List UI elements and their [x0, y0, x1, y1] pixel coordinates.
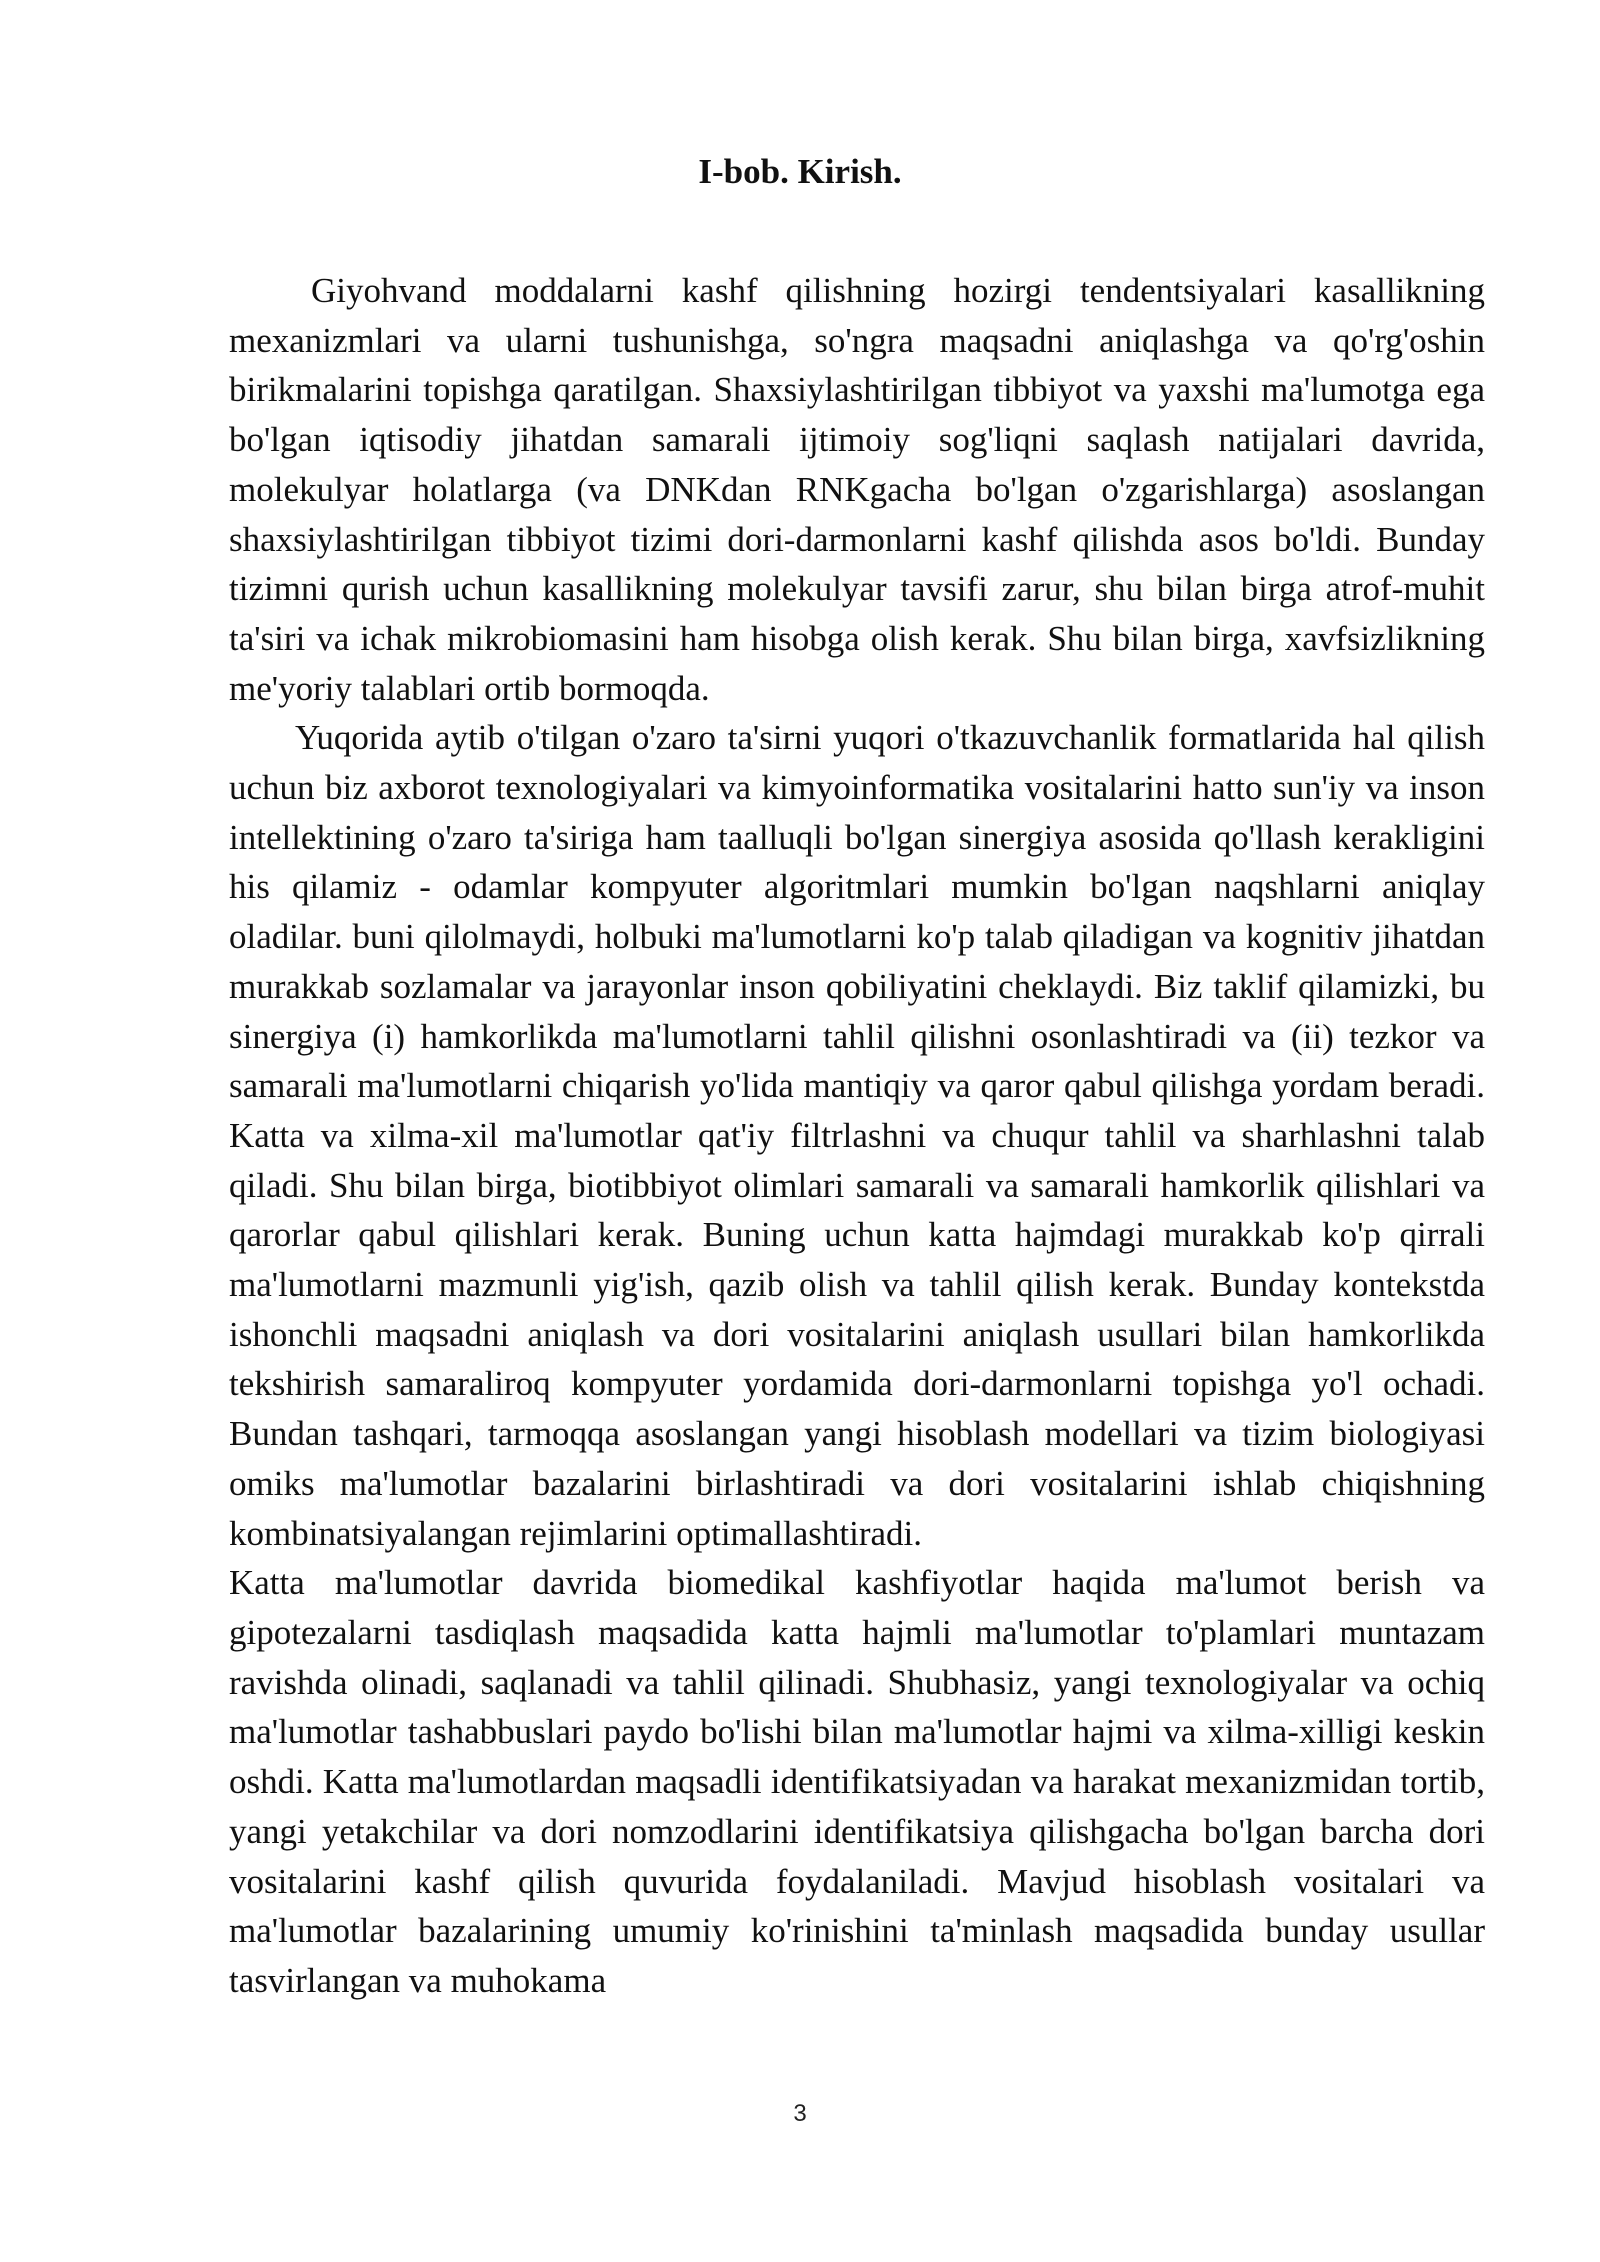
- chapter-title: I-bob. Kirish.: [698, 152, 902, 191]
- paragraph-1: Giyohvand moddalarni kashf qilishning hozirgi tendentsiyalari kasallikning mexanizmlari va ularni tushunishga, so'ngra maqsadni aniqlashga va qo'rg'oshin birikmalarini topishga qaratilgan. Shaxsiylashtirilgan tibbiyot va yaxshi ma'lumotga ega bo'lgan iqtisodiy jihatdan samarali ijtimoiy sog'liqni saqlash natijalari davrida, molekulyar holatlarga (va DNKdan RNKgacha bo'lgan o'zgarishlarga) asoslangan shaxsiylashtirilgan tibbiyot tizimi dori-darmonlarni kashf qilishda asos bo'ldi. Bunday tizimni qurish uchun kasallikning molekulyar tavsifi zarur, shu bilan birga atrof-muhit ta'siri va ichak mikrobiomasini ham hisobga olish kerak. Shu bilan birga, xavfsizlikning me'yoriy talablari ortib bormoqda.: [229, 271, 1485, 708]
- paragraph-3: Katta ma'lumotlar davrida biomedikal kashfiyotlar haqida ma'lumot berish va gipotezalarni tasdiqlash maqsadida katta hajmli ma'lumotlar to'plamlari muntazam ravishda olinadi, saqlanadi va tahlil qilinadi. Shubhasiz, yangi texnologiyalar va ochiq ma'lumotlar tashabbuslari paydo bo'lishi bilan ma'lumotlar hajmi va xilma-xilligi keskin oshdi. Katta ma'lumotlardan maqsadli identifikatsiyadan va harakat mexanizmidan tortib, yangi yetakchilar va dori nomzodlarini identifikatsiya qilishgacha bo'lgan barcha dori vositalarini kashf qilish quvurida foydalaniladi. Mavjud hisoblash vositalari va ma'lumotlar bazalarining umumiy ko'rinishini ta'minlash maqsadida bunday usullar tasvirlangan va muhokama: [229, 1563, 1485, 2000]
- paragraph-2: Yuqorida aytib o'tilgan o'zaro ta'sirni yuqori o'tkazuvchanlik formatlarida hal qilish uchun biz axborot texnologiyalari va kimyoinformatika vositalarini hatto sun'iy va inson intellektining o'zaro ta'siriga ham taalluqli bo'lgan sinergiya asosida qo'llash kerakligini his qilamiz - odamlar kompyuter algoritmlari mumkin bo'lgan naqshlarni aniqlay oladilar. buni qilolmaydi, holbuki ma'lumotlarni ko'p talab qiladigan va kognitiv jihatdan murakkab sozlamalar va jarayonlar inson qobiliyatini cheklaydi. Biz taklif qilamizki, bu sinergiya (i) hamkorlikda ma'lumotlarni tahlil qilishni osonlashtiradi va (ii) tezkor va samarali ma'lumotlarni chiqarish yo'lida mantiqiy va qaror qabul qilishga yordam beradi. Katta va xilma-xil ma'lumotlar qat'iy filtrlashni va chuqur tahlil va sharhlashni talab qiladi. Shu bilan birga, biotibbiyot olimlari samarali va samarali hamkorlik qilishlari va qarorlar qabul qilishlari kerak. Buning uchun katta hajmdagi murakkab ko'p qirrali ma'lumotlarni mazmunli yig'ish, qazib olish va tahlil qilish kerak. Bunday kontekstda ishonchli maqsadni aniqlash va dori vositalarini aniqlash usullari bilan hamkorlikda tekshirish samaraliroq kompyuter yordamida dori-darmonlarni topishga yo'l ochadi. Bundan tashqari, tarmoqqa asoslangan yangi hisoblash modellari va tizim biologiyasi omiks ma'lumotlar bazalarini birlashtiradi va dori vositalarini ishlab chiqishning kombinatsiyalangan rejimlarini optimallashtiradi.: [229, 718, 1485, 1553]
- page-number: 3: [793, 2100, 807, 2127]
- body-text: [229, 266, 1485, 2006]
